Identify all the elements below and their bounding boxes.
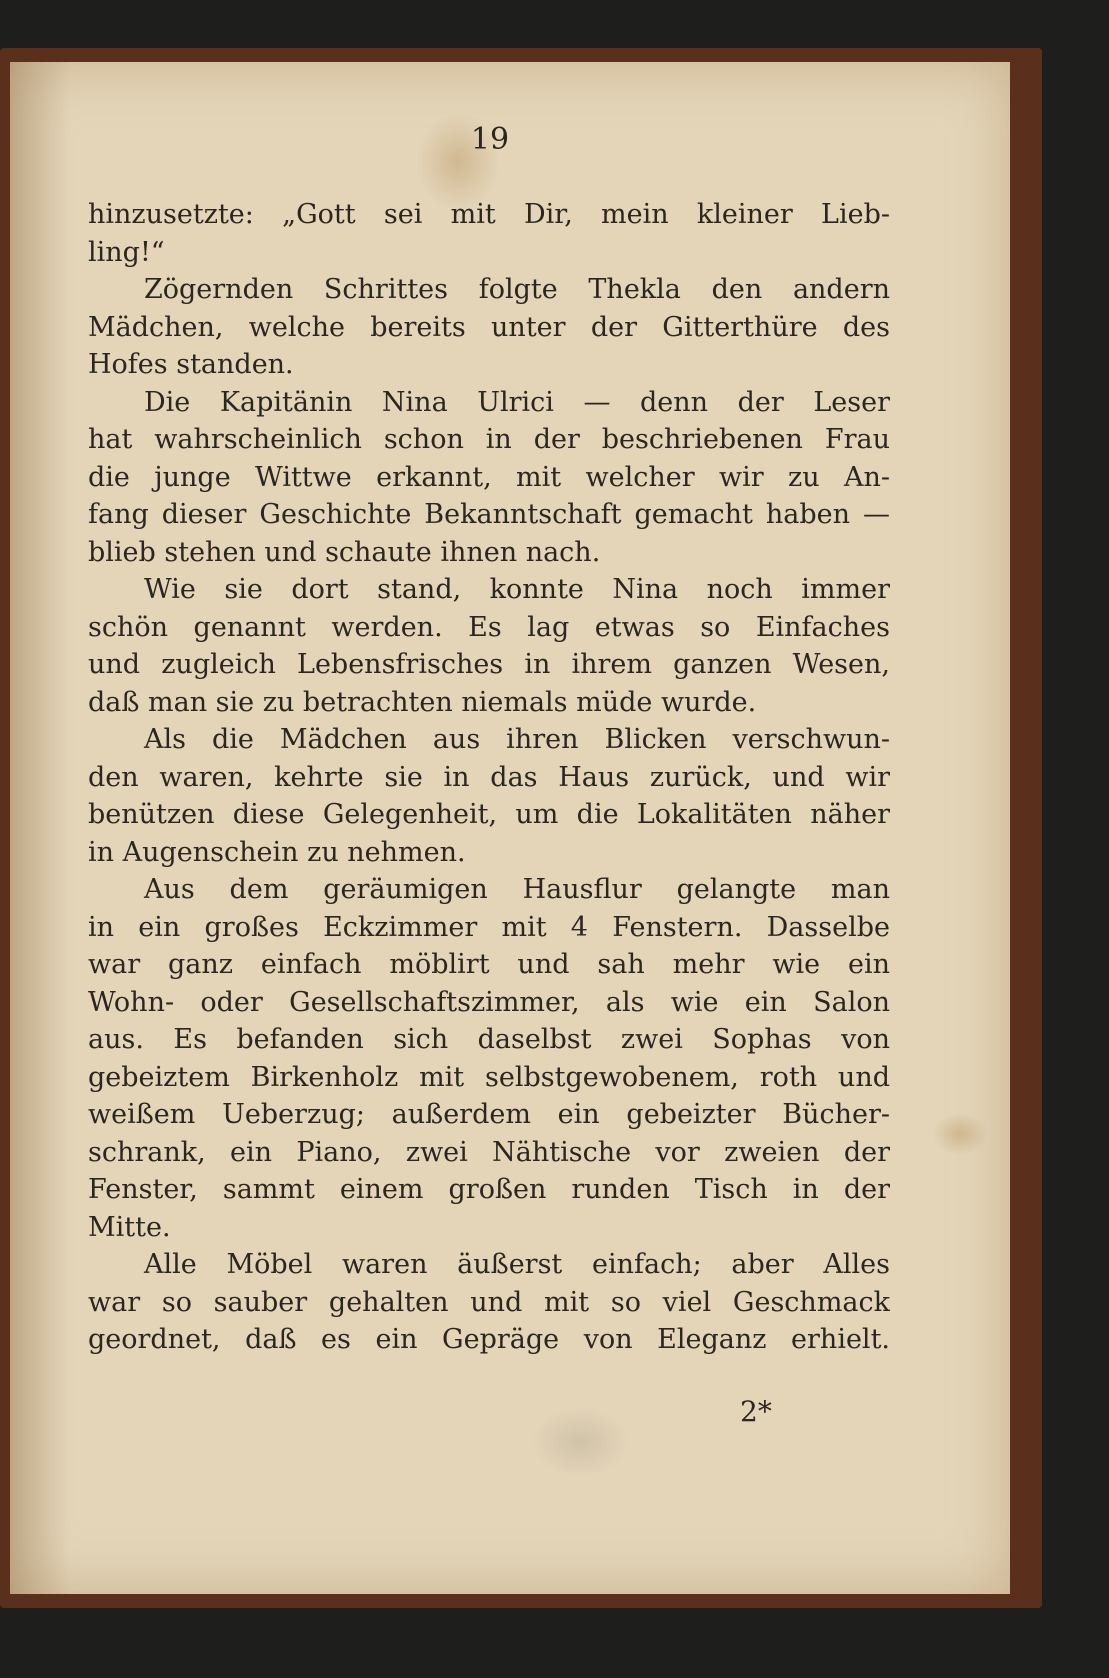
text-line: Zögernden Schrittes folgte Thekla den andern [144,274,890,305]
text-line: Aus dem geräumigen Hausflur gelangte man [144,874,890,905]
text-line: und zugleich Lebensfrisches in ihrem ganzen Wesen, [88,649,890,680]
text-line: war so sauber gehalten und mit so viel Geschmack [88,1286,890,1318]
text-line: schön genannt werden. Es lag etwas so Einfaches [88,611,890,643]
text-line: daß man sie zu betrachten niemals müde wurde. [88,686,757,718]
text-line: Alle Möbel waren äußerst einfach; aber Alles [144,1249,890,1280]
text-line: blieb stehen und schaute ihnen nach. [88,536,601,568]
text-line: weißem Ueberzug; außerdem ein gebeizter Bücher- [88,1099,890,1130]
text-line: geordnet, daß es ein Gepräge von Eleganz erhielt. [88,1324,890,1355]
text-line: in ein großes Eckzimmer mit 4 Fenstern. Dasselbe [88,911,890,943]
text-line: Als die Mädchen aus ihren Blicken verschwun- [144,724,890,755]
text-line: benützen diese Gelegenheit, um die Lokalitäten näher [88,799,890,830]
text-line: Mitte. [88,1211,171,1243]
page-number: 19 [470,122,510,157]
text-line: Mädchen, welche bereits unter der Gitterthüre des [88,311,890,343]
text-line: schrank, ein Piano, zwei Nähtische vor zweien der [88,1136,890,1168]
text-line: ling!“ [88,236,165,268]
text-line: hinzusetzte: „Gott sei mit Dir, mein kleiner Lieb- [88,199,890,230]
text-line: aus. Es befanden sich daselbst zwei Sophas von [88,1024,890,1055]
text-line: Hofes standen. [88,349,294,380]
text-line: fang dieser Geschichte Bekanntschaft gemacht haben — [88,499,890,530]
text-line: Die Kapitänin Nina Ulrici — denn der Leser [144,386,890,418]
text-line: hat wahrscheinlich schon in der beschriebenen Frau [88,424,890,455]
text-line: gebeiztem Birkenholz mit selbstgewobenem, roth und [88,1061,890,1093]
text-line: Wie sie dort stand, konnte Nina noch immer [144,574,890,605]
text-line: den waren, kehrte sie in das Haus zurück, und wir [88,761,890,793]
text-line: die junge Wittwe erkannt, mit welcher wir zu An- [88,461,890,493]
text-line: war ganz einfach möblirt und sah mehr wie ein [88,949,890,980]
signature-mark: 2* [740,1395,772,1428]
text-line: in Augenschein zu nehmen. [88,836,466,868]
text-line: Fenster, sammt einem großen runden Tisch in der [88,1174,890,1205]
text-line: Wohn- oder Gesellschaftszimmer, als wie ein Salon [88,986,890,1018]
body-text [88,196,890,1359]
